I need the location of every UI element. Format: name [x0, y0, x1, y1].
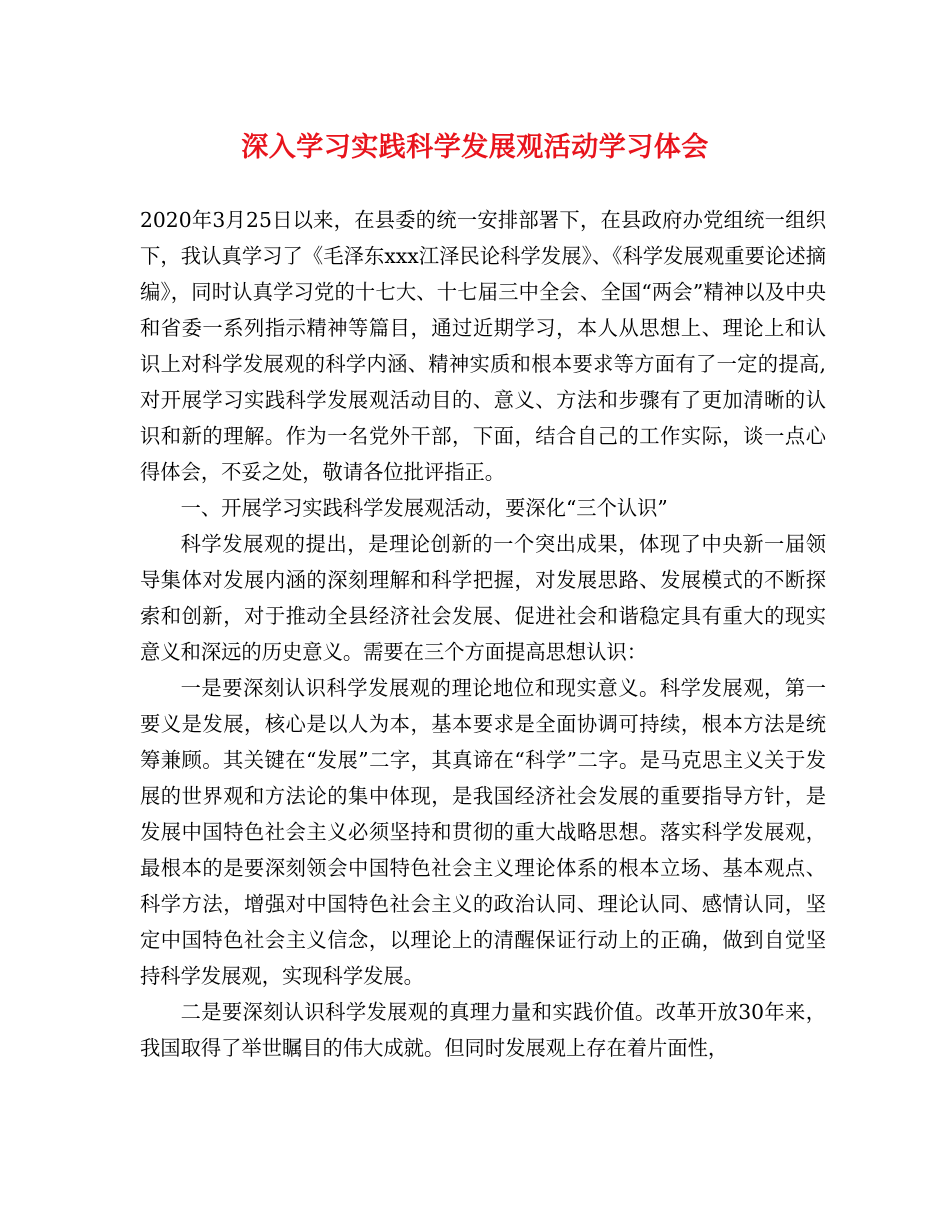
paragraph-intro: 2020年3月25日以来，在县委的统一安排部署下，在县政府办党组统一组织下，我认真学习了《毛泽东xxx江泽民论科学发展》、《科学发展观重要论述摘编》，同时认真学习党的十七大、十七届三中全会、全国“两会”精神以及中央和省委一系列指示精神等篇目，通过近期学习，本人从思想上、理论上和认识上对科学发展观的科学内涵、精神实质和根本要求等方面有了一定的提高,对开展学习实践科学发展观活动目的、意义、方法和步骤有了更加清晰的认识和新的理解。作为一名党外干部，下面，结合自己的工作实际，谈一点心得体会，不妥之处，敬请各位批评指正。	[140, 208, 826, 484]
paragraph-point-1: 一是要深刻认识科学发展观的理论地位和现实意义。科学发展观，第一要义是发展，核心是以人为本，基本要求是全面协调可持续，根本方法是统筹兼顾。其关键在“发展”二字，其真谛在“科学”二字。是马克思主义关于发展的世界观和方法论的集中体现，是我国经济社会发展的重要指导方针，是发展中国特色社会主义必须坚持和贯彻的重大战略思想。落实科学发展观，最根本的是要深刻领会中国特色社会主义理论体系的根本立场、基本观点、科学方法，增强对中国特色社会主义的政治认同、理论认同、感情认同，坚定中国特色社会主义信念，以理论上的清醒保证行动上的正确，做到自觉坚持科学发展观，实现科学发展。	[140, 676, 826, 988]
section-heading-1: 一、开展学习实践科学发展观活动，要深化“三个认识”	[180, 496, 668, 520]
paragraph-section-1-intro: 科学发展观的提出，是理论创新的一个突出成果，体现了中央新一届领导集体对发展内涵的深刻理解和科学把握，对发展思路、发展模式的不断探索和创新，对于推动全县经济社会发展、促进社会和谐稳定具有重大的现实意义和深远的历史意义。需要在三个方面提高思想认识：	[140, 532, 826, 664]
document-body	[140, 202, 826, 1066]
document-title: 深入学习实践科学发展观活动学习体会	[241, 132, 709, 163]
paragraph-point-2: 二是要深刻认识科学发展观的真理力量和实践价值。改革开放30年来，我国取得了举世瞩目的伟大成就。但同时发展观上存在着片面性，	[140, 1000, 826, 1060]
